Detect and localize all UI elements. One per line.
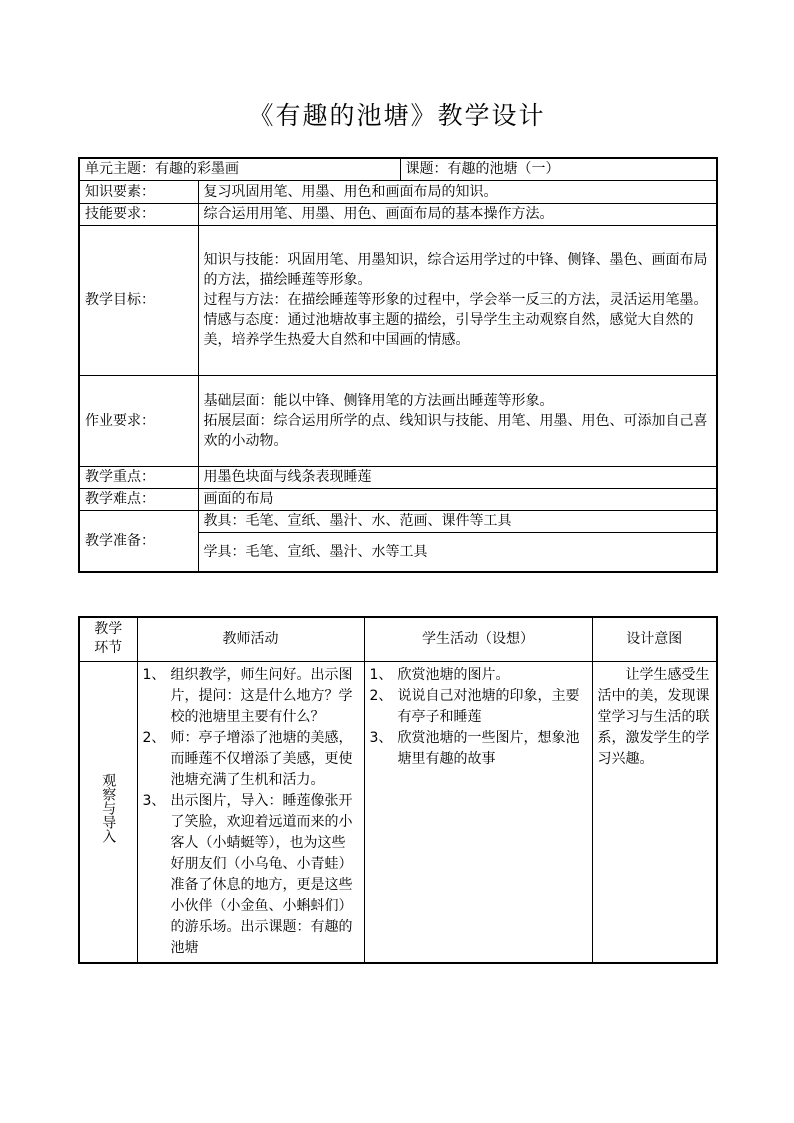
teaching-process-table xyxy=(78,616,718,964)
homework-label: 作业要求： xyxy=(79,375,198,466)
goal-line: 知识与技能：巩固用笔、用墨知识，综合运用学过的中锋、侧锋、墨色、画面布局的方法，描绘睡莲等形象。 xyxy=(203,252,708,288)
lesson-topic-cell: 课题：有趣的池塘（一） xyxy=(400,158,717,180)
skill-label: 技能要求： xyxy=(79,203,198,225)
list-item xyxy=(143,728,359,791)
prep-teacher: 教具：毛笔、宣纸、墨汁、水、范画、课件等工具 xyxy=(198,510,717,532)
goal-label: 教学目标： xyxy=(79,225,198,375)
homework-line: 拓展层面：综合运用所学的点、线知识与技能、用笔、用墨、用色、可添加自己喜欢的小动物。 xyxy=(203,412,708,449)
homework-line: 基础层面：能以中锋、侧锋用笔的方法画出睡莲等形象。 xyxy=(203,392,554,409)
student-activity xyxy=(364,661,592,963)
design-intent xyxy=(592,661,717,963)
intent-text: 让学生感受生活中的美，发现课堂学习与生活的联系，激发学生的学习兴趣。 xyxy=(597,666,710,767)
stage-label: 观察与导入 xyxy=(100,773,117,843)
knowledge-label: 知识要素： xyxy=(79,180,198,203)
focus-text: 用墨色块面与线条表现睡莲 xyxy=(198,466,717,488)
teacher-activity xyxy=(137,661,364,963)
skill-text: 综合运用用笔、用墨、用色、画面布局的基本操作方法。 xyxy=(198,203,717,225)
lesson-info-table xyxy=(78,157,718,573)
homework-content xyxy=(198,375,717,466)
goal-line: 情感与态度：通过池塘故事主题的描绘，引导学生主动观察自然，感觉大自然的美，培养学生热爱大自然和中国画的情感。 xyxy=(203,312,694,348)
knowledge-text: 复习巩固用笔、用墨、用色和画面布局的知识。 xyxy=(198,180,717,203)
document-title: 《有趣的池塘》教学设计 xyxy=(248,101,546,130)
header-stage xyxy=(79,617,137,661)
list-item xyxy=(143,791,359,959)
item-text: 师：亭子增添了池塘的美感，而睡莲不仅增添了美感，更使池塘充满了生机和活力。 xyxy=(170,729,353,788)
item-text: 欣赏池塘的一些图片，想象池塘里有趣的故事 xyxy=(397,729,580,767)
difficulty-text: 画面的布局 xyxy=(198,488,717,510)
item-number: 1、 xyxy=(142,666,166,683)
difficulty-label: 教学难点： xyxy=(79,488,198,510)
item-text: 组织教学，师生问好。出示图片，提问：这是什么地方？学校的池塘里主要有什么？ xyxy=(170,666,353,725)
item-number: 1、 xyxy=(369,666,393,683)
item-number: 3、 xyxy=(142,792,166,809)
prep-label: 教学准备： xyxy=(79,510,198,572)
list-item xyxy=(370,686,587,728)
header-intent: 设计意图 xyxy=(592,617,717,661)
header-teacher: 教师活动 xyxy=(137,617,364,661)
item-text: 欣赏池塘的图片。 xyxy=(397,666,510,683)
item-text: 说说自己对池塘的印象，主要有亭子和睡莲 xyxy=(397,687,580,725)
item-number: 3、 xyxy=(369,729,393,746)
header-stage-label: 教学环节 xyxy=(94,621,123,657)
prep-student: 学具：毛笔、宣纸、墨汁、水等工具 xyxy=(198,532,717,572)
header-student: 学生活动（设想） xyxy=(364,617,592,661)
item-number: 2、 xyxy=(142,729,166,746)
list-item xyxy=(370,728,587,770)
list-item xyxy=(143,665,359,728)
focus-label: 教学重点： xyxy=(79,466,198,488)
list-item xyxy=(370,665,587,686)
stage-cell xyxy=(79,661,137,963)
goal-content xyxy=(198,225,717,375)
goal-line: 过程与方法：在描绘睡莲等形象的过程中，学会举一反三的方法，灵活运用笔墨。 xyxy=(203,292,708,308)
item-text: 出示图片，导入：睡莲像张开了笑脸，欢迎着远道而来的小客人（小蜻蜓等），也为这些好朋友们（小乌龟、小青蛙）准备了休息的地方，更是这些小伙伴（小金鱼、小蝌蚪们）的游乐场。出示课题：有趣的池塘 xyxy=(170,792,353,956)
unit-theme-cell: 单元主题：有趣的彩墨画 xyxy=(79,158,400,180)
item-number: 2、 xyxy=(369,687,393,704)
